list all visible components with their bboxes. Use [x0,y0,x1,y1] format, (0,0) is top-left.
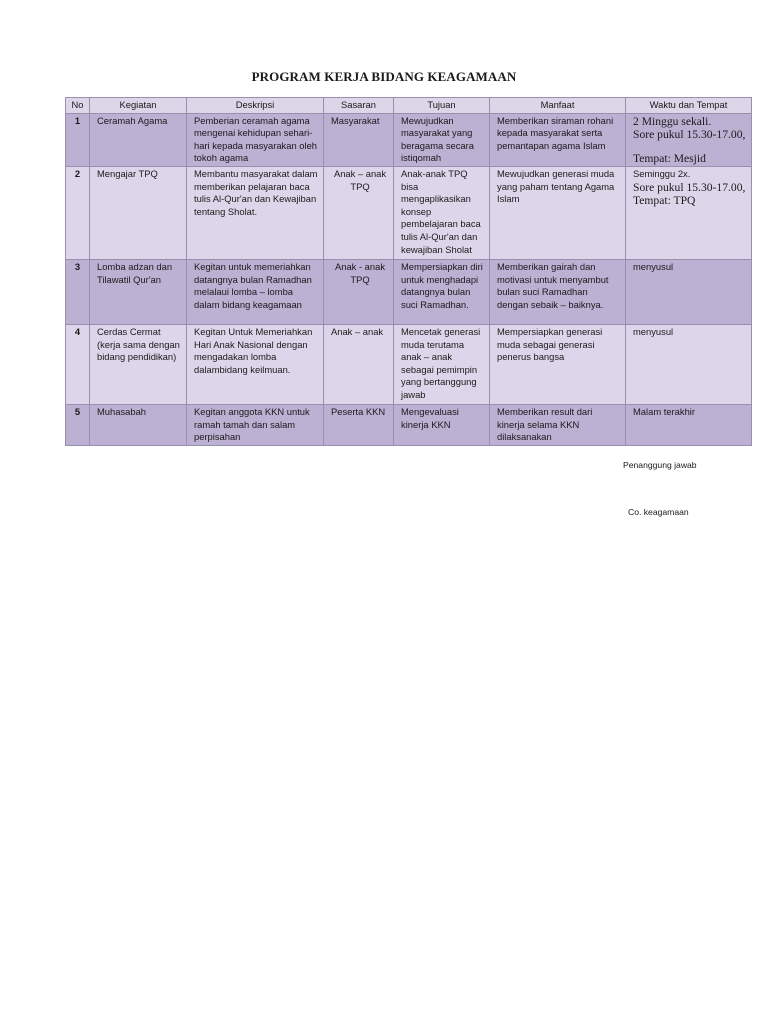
header-waktu-tempat: Waktu dan Tempat [626,98,752,114]
cell-kegiatan: Lomba adzan dan Tilawatil Qur'an [90,259,187,324]
waktu-place: Tempat: Mesjid [633,151,706,165]
signature-title: Penanggung jawab [623,460,697,470]
cell-tujuan: Mencetak generasi muda terutama anak – anak sebagai pemimpin yang bertanggung jawab [394,324,490,404]
cell-manfaat: Memberikan result dari kinerja selama KKN dilaksanakan [490,404,626,445]
cell-kegiatan: Mengajar TPQ [90,166,187,259]
table-header-row [66,98,752,114]
cell-tujuan: Mempersiapkan diri untuk menghadapi datangnya bulan suci Ramadhan. [394,259,490,324]
table-row [66,113,752,166]
waktu-place: Tempat: TPQ [633,194,696,208]
cell-deskripsi: Membantu masyarakat dalam memberikan pelajaran baca tulis Al-Qur'an dan Kewajiban tentang Sholat. [187,166,324,259]
cell-waktu-tempat: Malam terakhir [626,404,752,445]
cell-no: 1 [66,113,90,166]
waktu-frequency: Seminggu 2x. [633,167,691,179]
cell-kegiatan: Ceramah Agama [90,113,187,166]
table-row [66,324,752,404]
table-row [66,259,752,324]
cell-no: 2 [66,166,90,259]
cell-tujuan: Mewujudkan masyarakat yang beragama secara istiqomah [394,113,490,166]
cell-waktu-tempat: menyusul [626,324,752,404]
cell-manfaat: Memberikan siraman rohani kepada masyarakat serta pemantapan agama Islam [490,113,626,166]
cell-no: 5 [66,404,90,445]
cell-deskripsi: Pemberian ceramah agama mengenai kehidupan sehari-hari kepada masyarakan oleh tokoh agama [187,113,324,166]
table-row [66,404,752,445]
cell-manfaat: Memberikan gairah dan motivasi untuk menyambut bulan suci Ramadhan dengan sebaik – baiknya. [490,259,626,324]
cell-sasaran: Masyarakat [324,113,394,166]
cell-deskripsi: Kegitan anggota KKN untuk ramah tamah dan salam perpisahan [187,404,324,445]
header-manfaat: Manfaat [490,98,626,114]
waktu-time: Sore pukul 15.30-17.00, [633,127,746,141]
document-title: PROGRAM KERJA BIDANG KEAGAMAAN [251,69,517,84]
header-tujuan: Tujuan [394,98,490,114]
cell-tujuan: Mengevaluasi kinerja KKN [394,404,490,445]
cell-no: 4 [66,324,90,404]
waktu-frequency: 2 Minggu sekali. [633,114,712,128]
cell-kegiatan: Cerdas Cermat (kerja sama dengan bidang pendidikan) [90,324,187,404]
header-no: No [66,98,90,114]
program-table [65,97,752,446]
cell-waktu-tempat [626,166,752,259]
cell-manfaat: Mempersiapkan generasi muda sebagai generasi penerus bangsa [490,324,626,404]
waktu-time: Sore pukul 15.30-17.00, [633,180,746,194]
signature-role: Co. keagamaan [628,507,689,517]
cell-sasaran: Peserta KKN [324,404,394,445]
cell-waktu-tempat [626,113,752,166]
header-sasaran: Sasaran [324,98,394,114]
cell-deskripsi: Kegitan Untuk Memeriahkan Hari Anak Nasional dengan mengadakan lomba dalambidang keilmuan. [187,324,324,404]
cell-sasaran: Anak - anak TPQ [324,259,394,324]
cell-deskripsi: Kegitan untuk memeriahkan datangnya bulan Ramadhan melalaui lomba – lomba dalam bidang keagamaan [187,259,324,324]
cell-waktu-tempat: menyusul [626,259,752,324]
header-kegiatan: Kegiatan [90,98,187,114]
cell-sasaran: Anak – anak [324,324,394,404]
cell-no: 3 [66,259,90,324]
table-row [66,166,752,259]
cell-kegiatan: Muhasabah [90,404,187,445]
cell-tujuan: Anak-anak TPQ bisa mengaplikasikan konsep pembelajaran baca tulis Al-Qur'an dan kewajiban Sholat [394,166,490,259]
header-deskripsi: Deskripsi [187,98,324,114]
cell-sasaran: Anak – anak TPQ [324,166,394,259]
cell-manfaat: Mewujudkan generasi muda yang paham tentang Agama Islam [490,166,626,259]
